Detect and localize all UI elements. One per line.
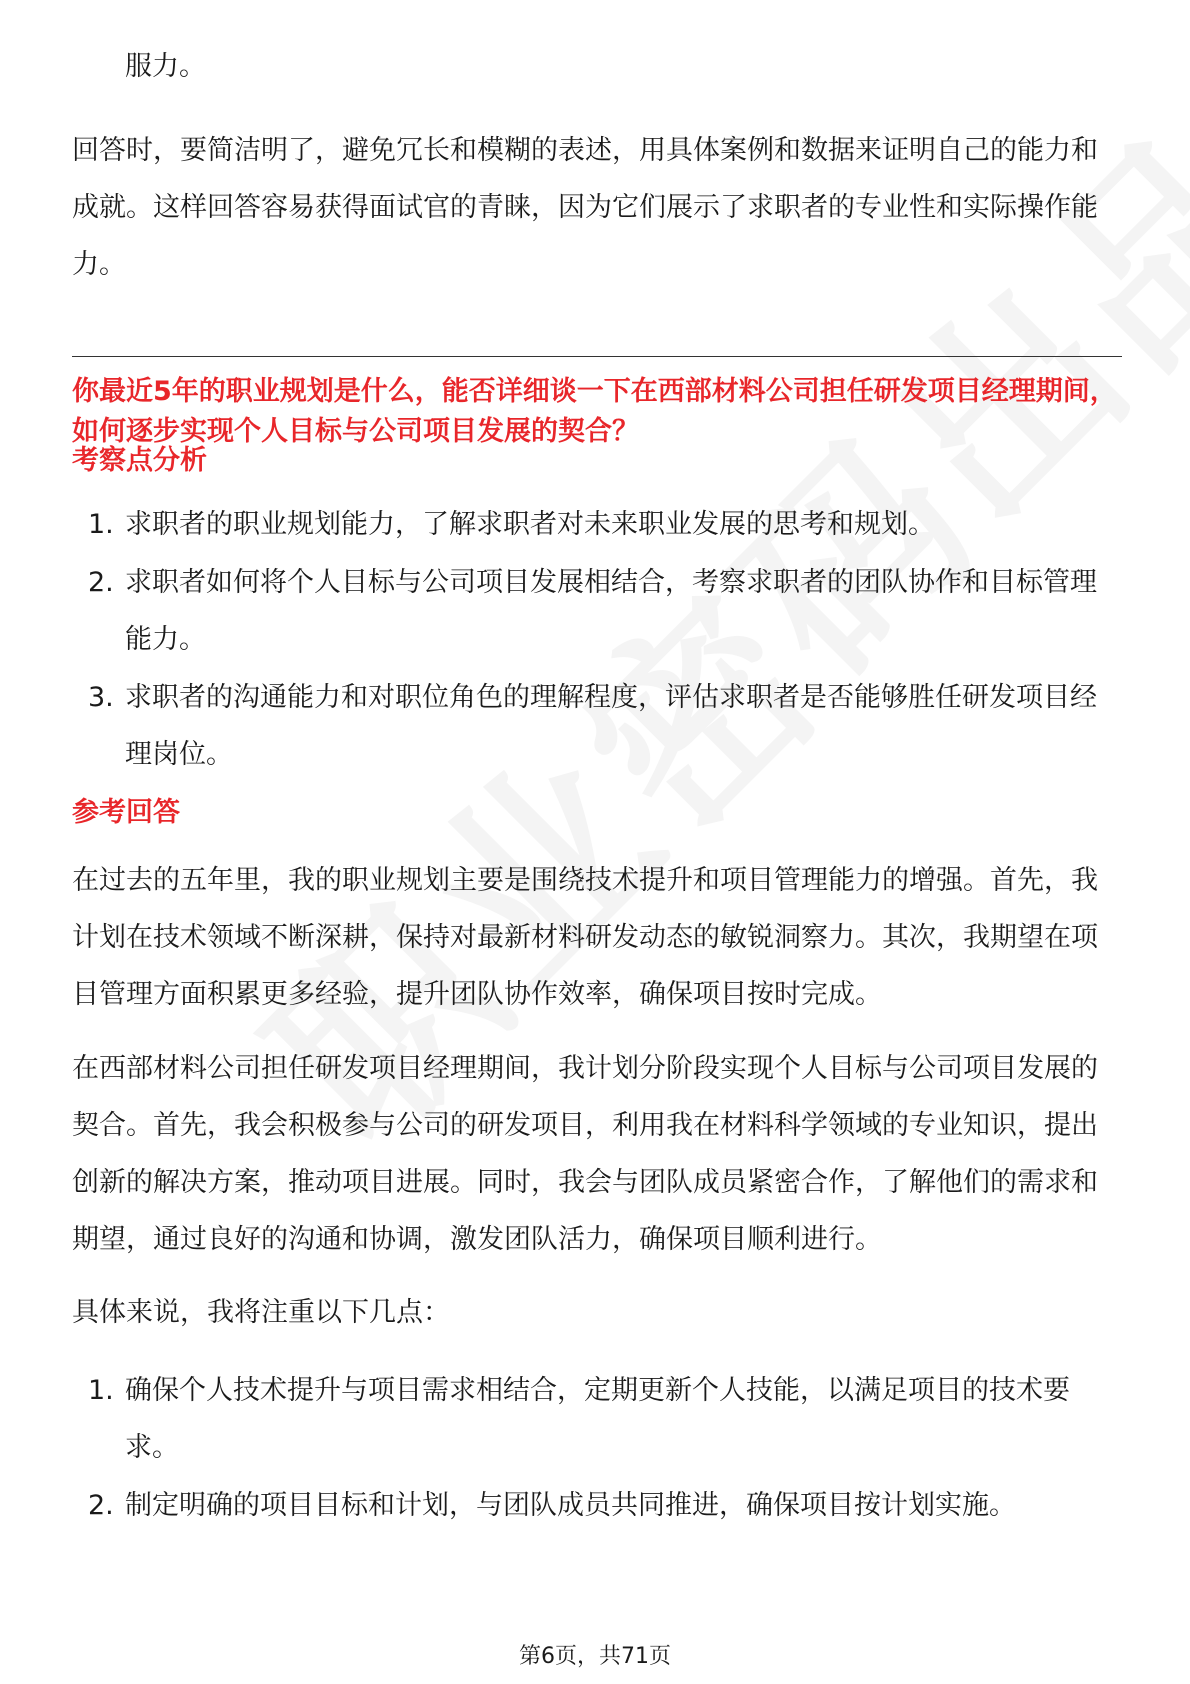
list-number: 2. — [88, 1490, 114, 1521]
answer-heading: 参考回答 — [72, 797, 180, 828]
interview-question: 你最近5年的职业规划是什么，能否详细谈一下在西部材料公司担任研发项目经理期间，如何逐步实现个人目标与公司项目发展的契合？ — [72, 376, 1117, 447]
list-item — [72, 1477, 1122, 1534]
list-text: 求职者的沟通能力和对职位角色的理解程度，评估求职者是否能够胜任研发项目经理岗位。 — [125, 682, 1097, 770]
list-item — [72, 496, 1122, 553]
list-number: 2. — [88, 567, 114, 598]
list-number: 3. — [88, 682, 114, 713]
analysis-list — [72, 496, 1122, 784]
list-number: 1. — [88, 1375, 114, 1406]
intro-paragraph: 回答时，要简洁明了，避免冗长和模糊的表述，用具体案例和数据来证明自己的能力和成就。这样回答容易获得面试官的青睐，因为它们展示了求职者的专业性和实际操作能力。 — [72, 135, 1098, 280]
answer-paragraph: 在西部材料公司担任研发项目经理期间，我计划分阶段实现个人目标与公司项目发展的契合。首先，我会积极参与公司的研发项目，利用我在材料科学领域的专业知识，提出创新的解决方案，推动项目进展。同时，我会与团队成员紧密合作，了解他们的需求和期望，通过良好的沟通和协调，激发团队活力，确保项目顺利进行。 — [72, 1053, 1098, 1255]
list-item — [72, 669, 1122, 783]
list-text: 求职者的职业规划能力，了解求职者对未来职业发展的思考和规划。 — [125, 509, 935, 540]
page-number: 第6页，共71页 — [519, 1644, 671, 1669]
section-divider — [72, 356, 1122, 357]
list-text: 制定明确的项目目标和计划，与团队成员共同推进，确保项目按计划实施。 — [125, 1490, 1016, 1521]
answer-list — [72, 1362, 1122, 1535]
list-item — [72, 1362, 1122, 1476]
list-item — [72, 554, 1122, 668]
list-number: 1. — [88, 509, 114, 540]
list-text: 求职者如何将个人目标与公司项目发展相结合，考察求职者的团队协作和目标管理能力。 — [125, 567, 1097, 655]
analysis-heading: 考察点分析 — [72, 445, 207, 476]
continuation-text: 服力。 — [125, 51, 206, 82]
answer-paragraph: 在过去的五年里，我的职业规划主要是围绕技术提升和项目管理能力的增强。首先，我计划在技术领域不断深耕，保持对最新材料研发动态的敏锐洞察力。其次，我期望在项目管理方面积累更多经验，提升团队协作效率，确保项目按时完成。 — [72, 865, 1098, 1010]
answer-paragraph: 具体来说，我将注重以下几点： — [72, 1297, 450, 1328]
list-text: 确保个人技术提升与项目需求相结合，定期更新个人技能，以满足项目的技术要求。 — [125, 1375, 1070, 1463]
